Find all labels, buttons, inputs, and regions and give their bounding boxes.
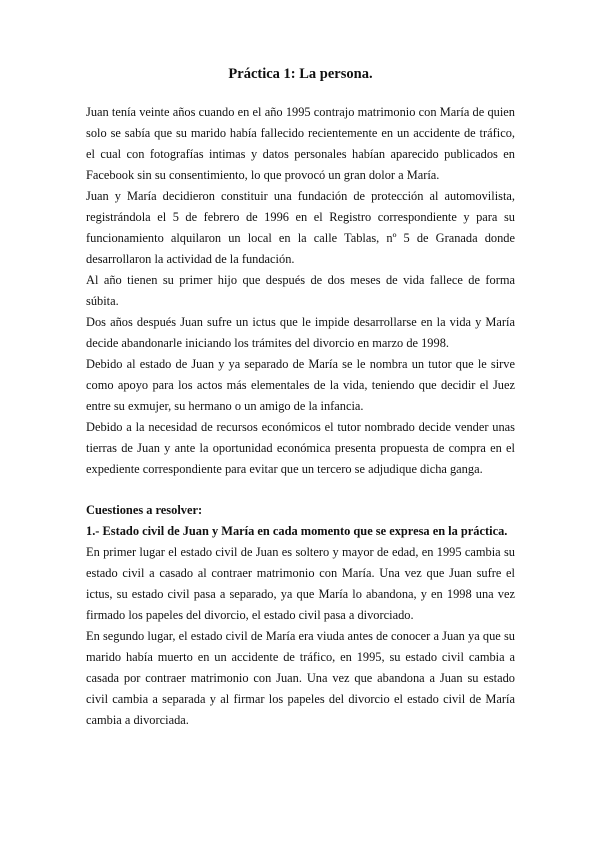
page-title: Práctica 1: La persona. bbox=[228, 66, 373, 82]
paragraph-5: Debido al estado de Juan y ya separado de María se le nombra un tutor que le sirve como apoyo para los actos más elementales de la vida, teniendo que decidir el Juez entre su exmujer, su hermano o un amigo de la infancia. bbox=[86, 357, 515, 413]
paragraph-6: Debido a la necesidad de recursos económicos el tutor nombrado decide vender unas tierras de Juan y ante la oportunidad económica presenta propuesta de compra en el expediente correspondiente para evitar que un tercero se adjudique dicha ganga. bbox=[86, 420, 515, 476]
questions-heading: Cuestiones a resolver: bbox=[86, 503, 203, 517]
answer-paragraph-2: En segundo lugar, el estado civil de María era viuda antes de conocer a Juan ya que su marido había muerto en un accidente de tráfico, en 1995, su estado civil cambia a casada por contraer matrimonio con Juan. Una vez que abandona a Juan su estado civil cambia a separada y al firmar los papeles del divorcio el estado civil de María cambia a divorciada. bbox=[86, 629, 515, 727]
paragraph-1: Juan tenía veinte años cuando en el año 1995 contrajo matrimonio con María de quien solo se sabía que su marido había fallecido recientemente en un accidente de tráfico, el cual con fotografías intimas y datos personales habían aparecido publicados en Facebook sin su consentimiento, lo que provocó un gran dolor a María. bbox=[86, 105, 515, 182]
paragraph-4: Dos años después Juan sufre un ictus que le impide desarrollarse en la vida y María decide abandonarle iniciando los trámites del divorcio en marzo de 1998. bbox=[86, 315, 515, 350]
question-1-heading: 1.- Estado civil de Juan y María en cada momento que se expresa en la práctica. bbox=[86, 524, 508, 538]
paragraph-3: Al año tienen su primer hijo que después de dos meses de vida fallece de forma súbita. bbox=[86, 273, 515, 308]
paragraph-2: Juan y María decidieron constituir una fundación de protección al automovilista, registrándola el 5 de febrero de 1996 en el Registro correspondiente y para su funcionamiento alquilaron un local en la calle Tablas, nº 5 de Granada donde desarrollaron la actividad de la fundación. bbox=[86, 189, 515, 266]
section-gap bbox=[86, 480, 515, 500]
document-page bbox=[86, 64, 515, 731]
answer-paragraph-1: En primer lugar el estado civil de Juan es soltero y mayor de edad, en 1995 cambia su estado civil a casado al contraer matrimonio con María. Una vez que Juan sufre el ictus, su estado civil pasa a separado, ya que María lo abandona, y en 1998 una vez firmado los papeles del divorcio, el estado civil pasa a divorciado. bbox=[86, 545, 515, 622]
